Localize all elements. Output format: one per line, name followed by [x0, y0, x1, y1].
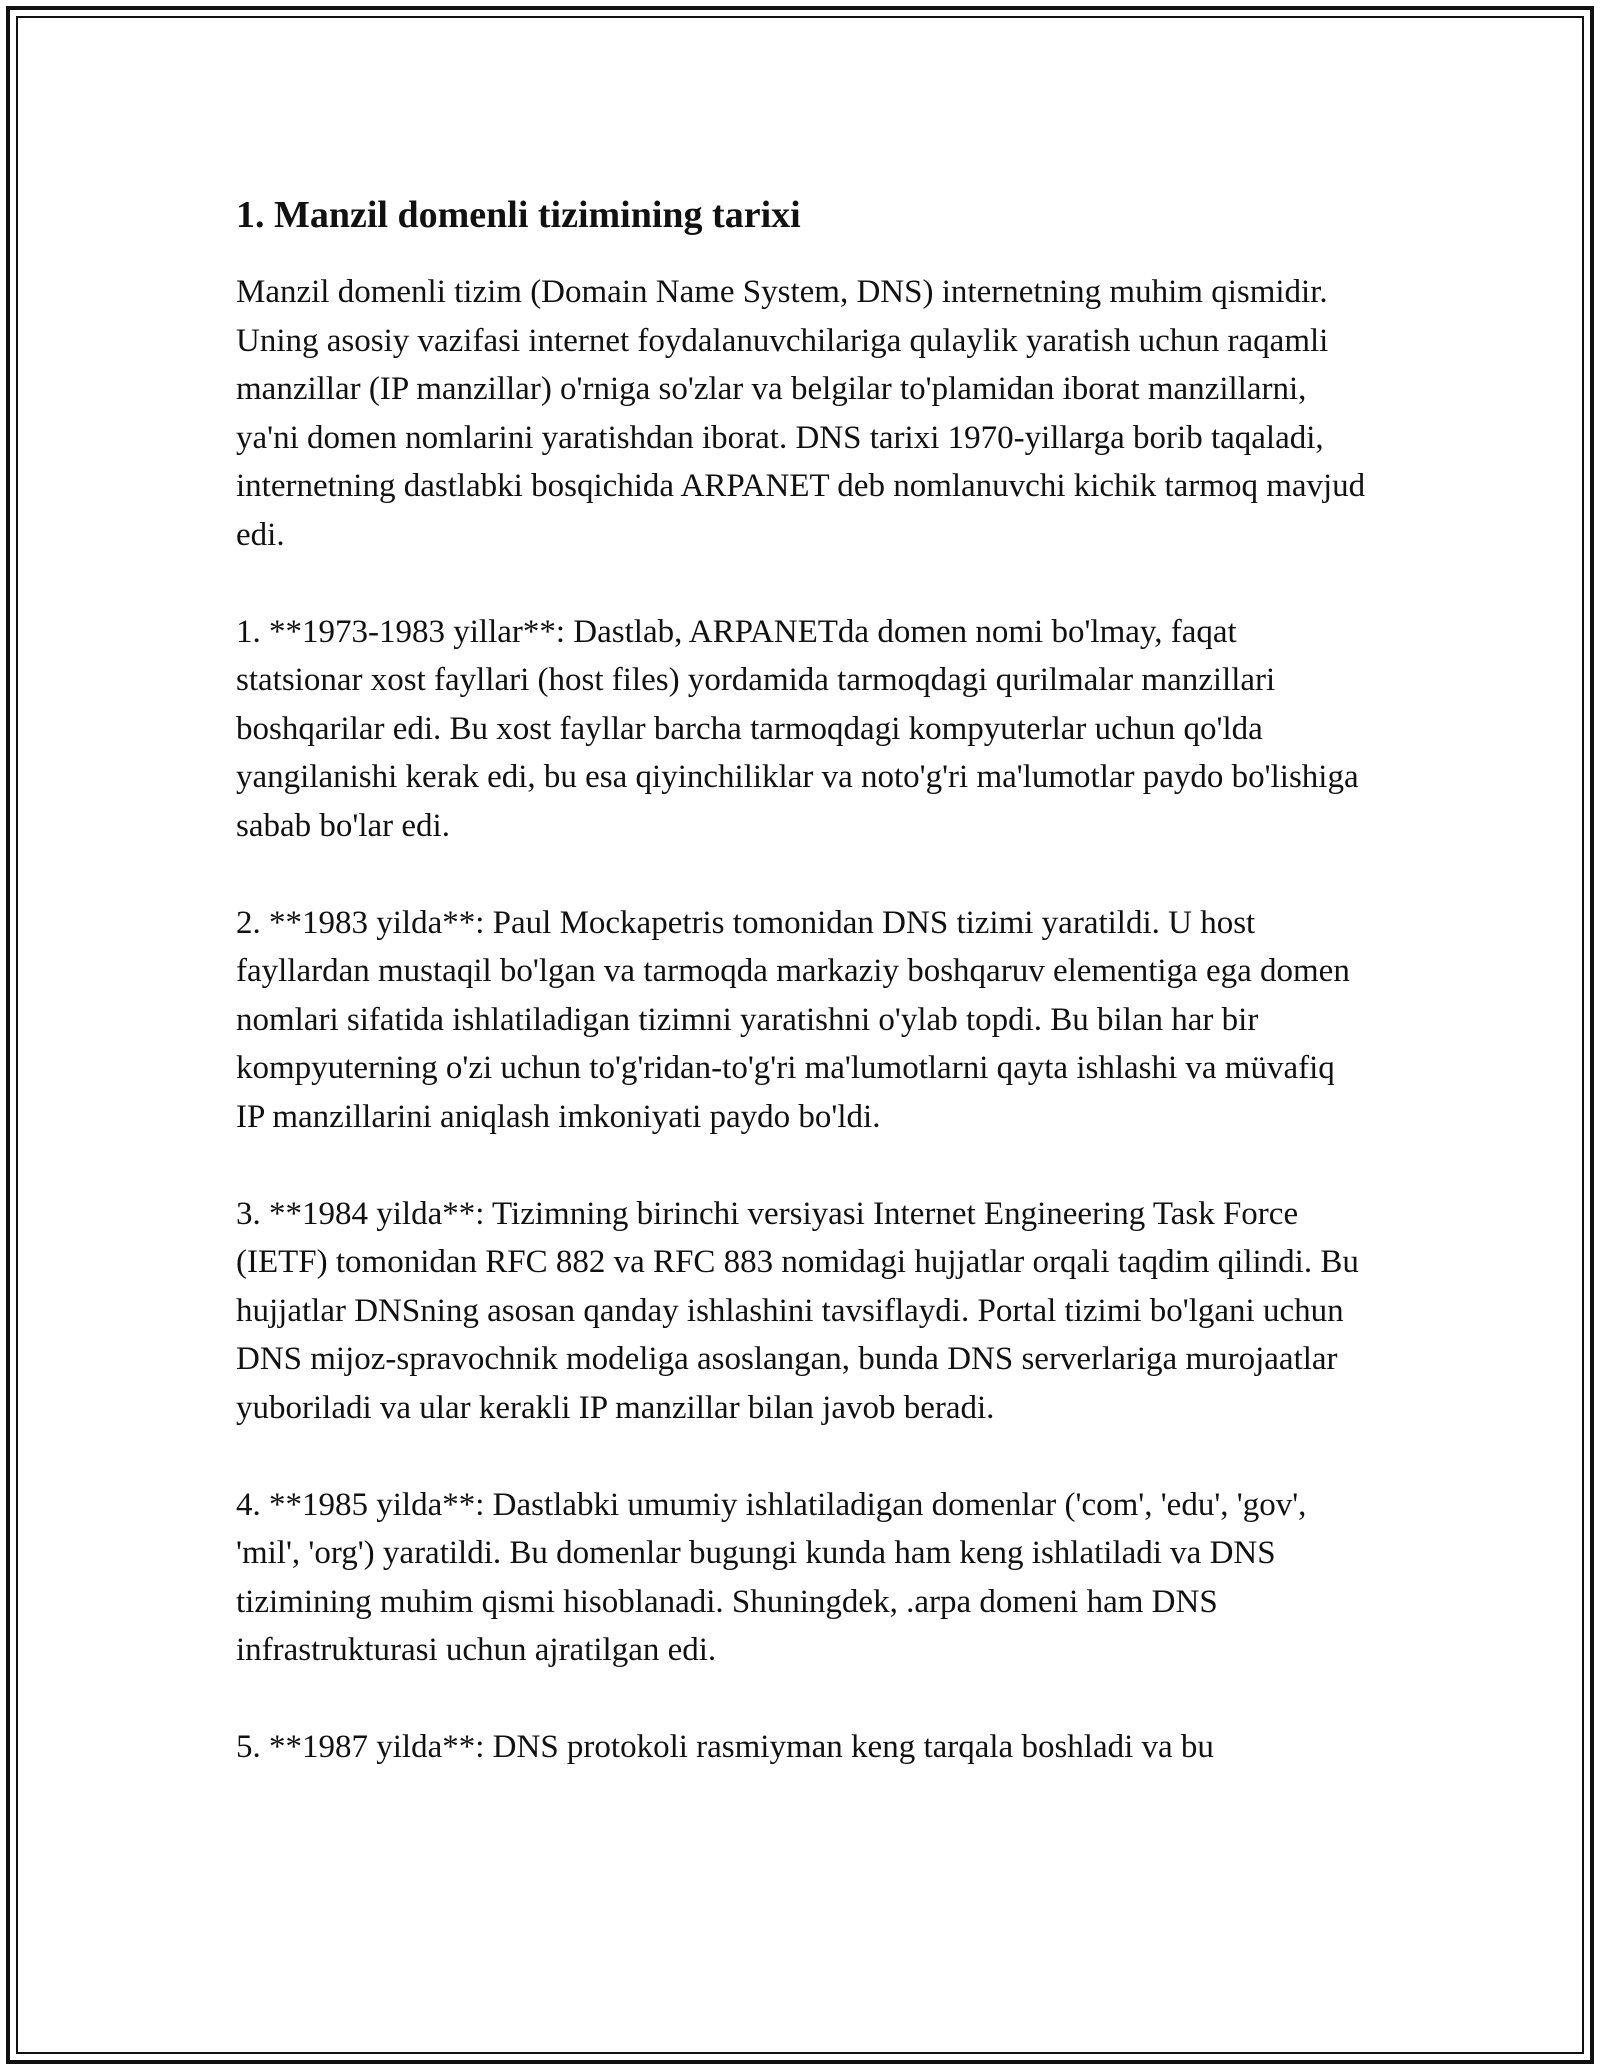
history-item-1985: 4. **1985 yilda**: Dastlabki umumiy ishlatiladigan domenlar ('com', 'edu', 'gov', 'mil', 'org') yaratildi. Bu domenlar bugungi kunda ham keng ishlatiladi va DNS tizimining muhim qismi hisoblanadi. Shuningdek, .arpa domeni ham DNS infrastrukturasi uchun ajratilgan edi.	[236, 1486, 1307, 1668]
document-body	[236, 186, 1366, 1820]
intro-paragraph: Manzil domenli tizim (Domain Name System, DNS) internetning muhim qismidir. Uning asosiy vazifasi internet foydalanuvchilariga qulaylik yaratish uchun raqamli manzillar (IP manzillar) o'rniga so'zlar va belgilar to'plamidan iborat manzillarni, ya'ni domen nomlarini yaratishdan iborat. DNS tarixi 1970-yillarga borib taqaladi, internetning dastlabki bosqichida ARPANET deb nomlanuvchi kichik tarmoq mavjud edi.	[236, 274, 1366, 553]
history-item-1983: 2. **1983 yilda**: Paul Mockapetris tomonidan DNS tizimi yaratildi. U host fayllardan mustaqil bo'lgan va tarmoqda markaziy boshqaruv elementiga ega domen nomlari sifatida ishlatiladigan tizimni yaratishni o'ylab topdi. Bu bilan har bir kompyuterning o'zi uchun to'g'ridan-to'g'ri ma'lumotlarni qayta ishlashi va müvafiq IP manzillarini aniqlash imkoniyati paydo bo'ldi.	[236, 904, 1350, 1135]
section-title: 1. Manzil domenli tizimining tarixi	[236, 194, 801, 236]
history-item-1973-1983: 1. **1973-1983 yillar**: Dastlab, ARPANETda domen nomi bo'lmay, faqat statsionar xost fayllari (host files) yordamida tarmoqdagi qurilmalar manzillari boshqarilar edi. Bu xost fayllar barcha tarmoqdagi kompyuterlar uchun qo'lda yangilanishi kerak edi, bu esa qiyinchiliklar va noto'g'ri ma'lumotlar paydo bo'lishiga sabab bo'lar edi.	[236, 613, 1359, 844]
history-item-1984: 3. **1984 yilda**: Tizimning birinchi versiyasi Internet Engineering Task Force (IETF) tomonidan RFC 882 va RFC 883 nomidagi hujjatlar orqali taqdim qilindi. Bu hujjatlar DNSning asosan qanday ishlashini tavsiflaydi. Portal tizimi bo'lgani uchun DNS mijoz-spravochnik modeliga asoslangan, bunda DNS serverlariga murojaatlar yuboriladi va ular kerakli IP manzillar bilan javob beradi.	[236, 1195, 1359, 1426]
history-item-1987: 5. **1987 yilda**: DNS protokoli rasmiyman keng tarqala boshladi va bu	[236, 1729, 1214, 1765]
